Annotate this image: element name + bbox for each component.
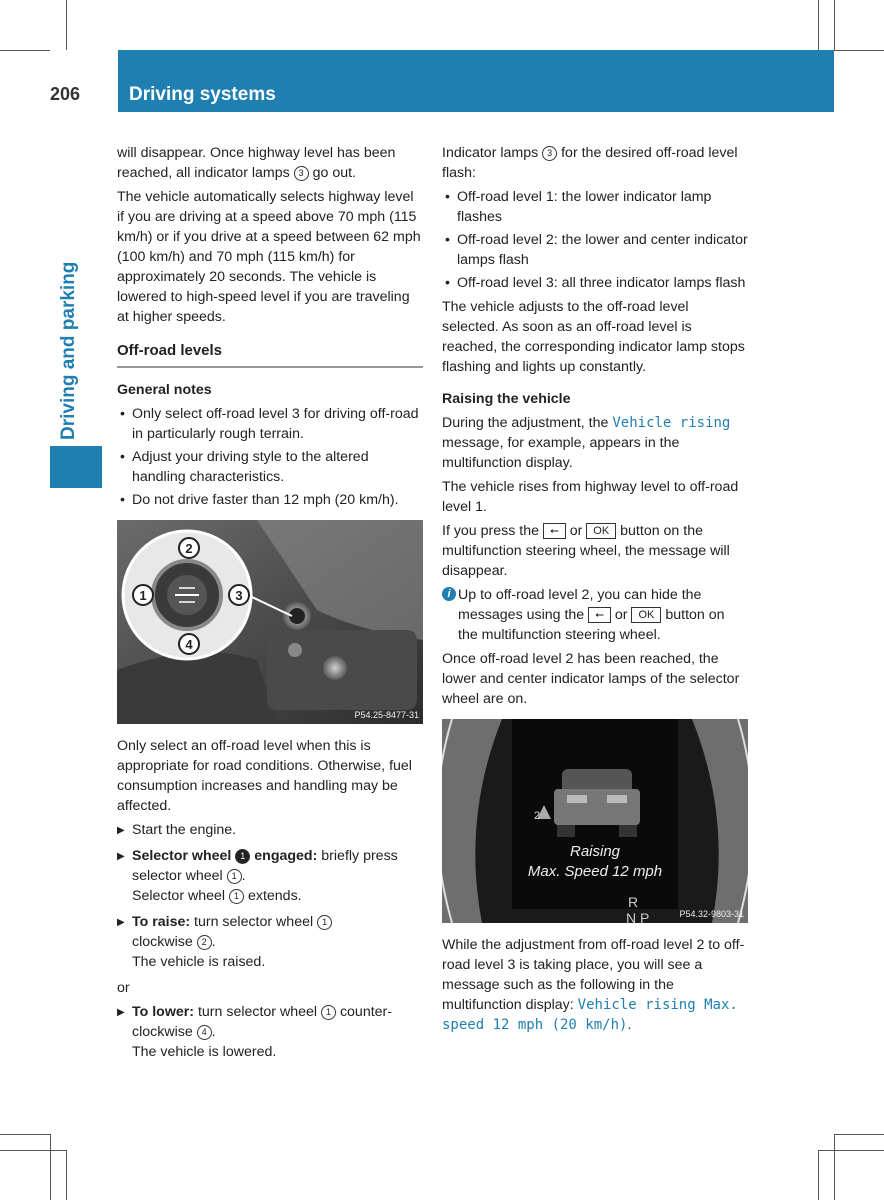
info-note: i Up to off-road level 2, you can hide the messages using the ⭠ or OK button on the multifunction steering wheel. [442, 585, 748, 645]
right-column [442, 143, 748, 1039]
paragraph: While the adjustment from off-road level 2 to off-road level 3 is taking place, you will see a message such as the following in the multifunction display: Vehicle rising Max. speed 12 mph (20 km/h). [442, 937, 745, 1033]
or-text: or [117, 980, 130, 996]
callout-2: 2 [197, 935, 212, 950]
crop-mark [834, 0, 835, 50]
crop-mark [0, 1134, 50, 1135]
back-button-icon: ⭠ [588, 607, 611, 623]
step: ▶ Start the engine. [117, 820, 423, 840]
list-item: • Off-road level 1: the lower indicator lamp flashes [442, 187, 748, 227]
list-item: • Off-road level 3: all three indicator lamps flash [442, 273, 748, 293]
paragraph: Only select an off-road level when this is appropriate for road conditions. Otherwise, fuel consumption increases and handling may be affected. [117, 738, 412, 814]
left-column [117, 143, 423, 1068]
paragraph: The vehicle automatically selects highway level if you are driving at a speed above 70 mph (115 km/h) or if you drive at a speed between 62 mph (100 km/h) and 70 mph (115 km/h) for approximately 20 seconds. The vehicle is lowered to high-speed level if you are traveling at higher speeds. [117, 189, 421, 325]
list-item: • Adjust your driving style to the altered handling characteristics. [117, 447, 423, 487]
side-tab-label: Driving and parking [58, 261, 79, 440]
figure-code: P54.25-8477-31 [354, 710, 419, 720]
paragraph: will disappear. Once highway level has been reached, all indicator lamps 3 go out. [117, 145, 396, 181]
side-tab-marker [50, 446, 102, 488]
paragraph: During the adjustment, the Vehicle rising message, for example, appears in the multifunction display. [442, 415, 731, 471]
crop-mark [834, 1134, 884, 1135]
gear-np: N P [626, 910, 650, 923]
crop-mark [818, 1150, 819, 1200]
paragraph: If you press the ⭠ or OK button on the multifunction steering wheel, the message will disappear. [442, 523, 730, 579]
figure-code: P54.32-9803-31 [679, 909, 744, 919]
info-icon: i [442, 587, 456, 601]
list-item: • Off-road level 2: the lower and center indicator lamps flash [442, 230, 748, 270]
callout-4: 4 [185, 637, 193, 652]
list-item: • Do not drive faster than 12 mph (20 km/h). [117, 490, 423, 510]
callout-4: 4 [197, 1025, 212, 1040]
callout-3: 3 [294, 166, 309, 181]
crop-mark [66, 1150, 67, 1200]
crop-mark [834, 50, 884, 51]
paragraph: Indicator lamps 3 for the desired off-road level flash: [442, 145, 738, 181]
back-button-icon: ⭠ [543, 523, 566, 539]
crop-mark [50, 1134, 51, 1200]
callout-1: 1 [321, 1005, 336, 1020]
subsection-title: General notes [117, 382, 212, 398]
callout-1: 1 [227, 869, 242, 884]
step: ▶ Selector wheel 1 engaged: briefly press selector wheel 1 . Selector wheel 1 extends. [117, 846, 423, 906]
callout-1: 1 [229, 889, 244, 904]
notes-list [117, 404, 423, 510]
step: ▶ To raise: turn selector wheel 1 clockwise 2 . The vehicle is raised. [117, 912, 423, 972]
display-line-2: Max. Speed 12 mph [527, 863, 663, 880]
paragraph: Once off-road level 2 has been reached, the lower and center indicator lamps of the selector wheel are on. [442, 651, 740, 707]
crop-mark [0, 50, 50, 51]
gear-r: R [628, 894, 639, 910]
page-title: Driving systems [129, 84, 276, 105]
paragraph: The vehicle rises from highway level to off-road level 1. [442, 479, 739, 515]
display-figure [442, 719, 748, 923]
list-item: • Only select off-road level 3 for driving off-road in particularly rough terrain. [117, 404, 423, 444]
ok-button-icon: OK [631, 607, 661, 623]
callout-3: 3 [542, 146, 557, 161]
ok-button-icon: OK [586, 523, 616, 539]
page-number: 206 [50, 84, 81, 104]
crop-mark [66, 0, 67, 50]
callout-3: 3 [235, 588, 243, 603]
section-title: Off-road levels [117, 341, 423, 368]
display-level: 2 [534, 810, 541, 822]
crop-mark [834, 1134, 835, 1200]
step: ▶ To lower: turn selector wheel 1 counter-clockwise 4 . The vehicle is lowered. [117, 1002, 423, 1062]
crop-mark [818, 1150, 884, 1151]
selector-wheel-figure [117, 520, 423, 724]
paragraph: The vehicle adjusts to the off-road level selected. As soon as an off-road level is reached, the corresponding indicator lamp stops flashing and lights up constantly. [442, 299, 745, 375]
levels-list [442, 187, 748, 293]
crop-mark [818, 0, 819, 50]
callout-2: 2 [185, 541, 193, 556]
display-line-1: Raising [569, 843, 621, 860]
crop-mark [0, 1150, 66, 1151]
subsection-title: Raising the vehicle [442, 391, 571, 407]
callout-1: 1 [139, 588, 147, 603]
callout-1: 1 [235, 849, 250, 864]
callout-1: 1 [317, 915, 332, 930]
